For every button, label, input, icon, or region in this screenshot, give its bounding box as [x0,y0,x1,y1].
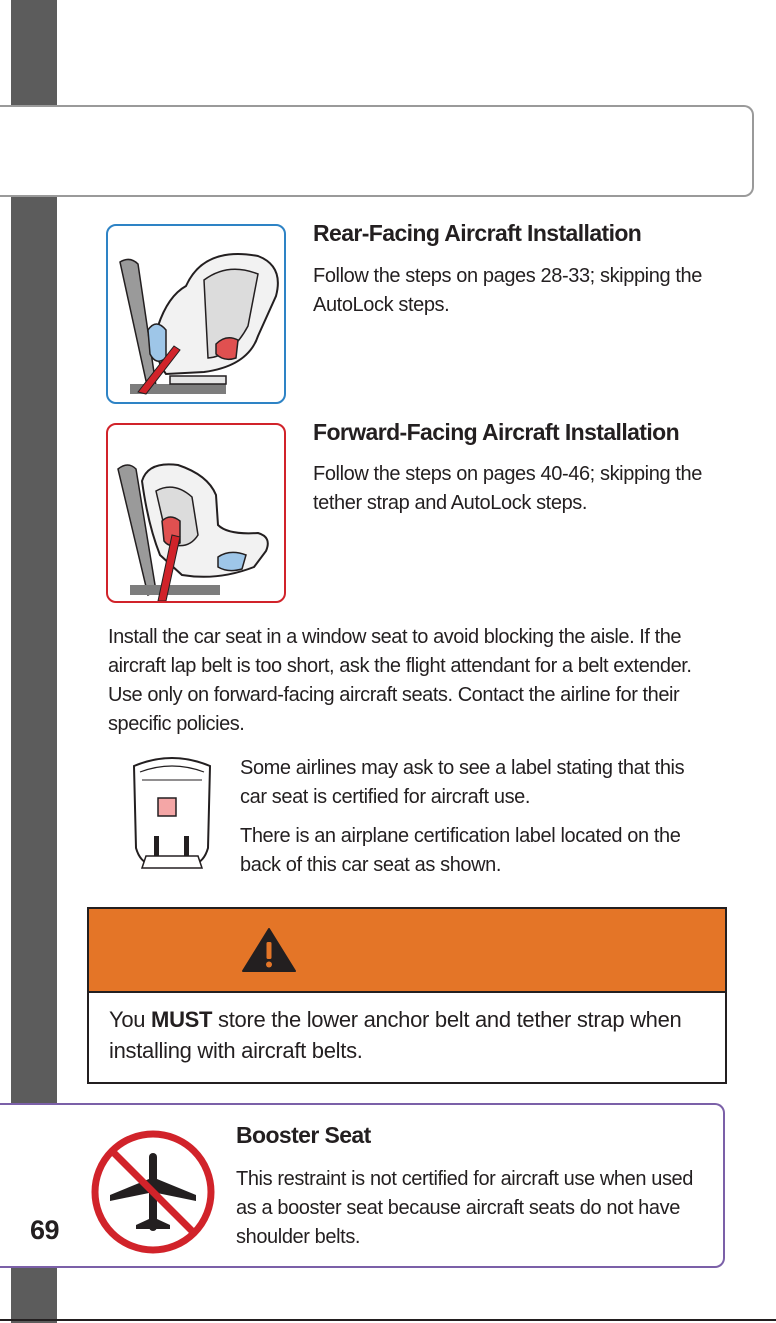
label-info-text-2: There is an airplane certification label located on the back of this car seat as shown. [240,825,681,876]
booster-title: Booster Seat [236,1122,371,1148]
warning-triangle-icon [241,927,297,973]
warning-emphasis: MUST [151,1007,213,1032]
header-box [0,105,754,197]
warning-box [87,907,727,1084]
rear-facing-text: Follow the steps on pages 28-33; skipping the AutoLock steps. [313,265,702,316]
forward-facing-title: Forward-Facing Aircraft Installation [313,419,680,445]
page-number: 69 [30,1215,60,1245]
seat-back-label-illustration [124,752,220,876]
forward-facing-illustration [106,423,286,603]
warning-header [89,909,725,993]
rear-facing-illustration [106,224,286,404]
booster-text: This restraint is not certified for aircraft use when used as a booster seat because aircraft seats do not have shoulder belts. [236,1168,694,1248]
label-info-text-1: Some airlines may ask to see a label stating that this car seat is certified for aircraft use. [240,757,685,808]
no-airplane-icon [90,1129,216,1255]
install-note: Install the car seat in a window seat to avoid blocking the aisle. If the aircraft lap belt is too short, ask the flight attendant for a belt extender. Use only on forward-facing aircraft seats. Contact the airline for their specific policies. [108,626,692,735]
bottom-rule [0,1319,776,1321]
warning-text: You MUST store the lower anchor belt and tether strap when installing with aircraft belts. [109,1007,682,1063]
rear-facing-title: Rear-Facing Aircraft Installation [313,220,642,246]
forward-facing-text: Follow the steps on pages 40-46; skipping the tether strap and AutoLock steps. [313,463,702,514]
